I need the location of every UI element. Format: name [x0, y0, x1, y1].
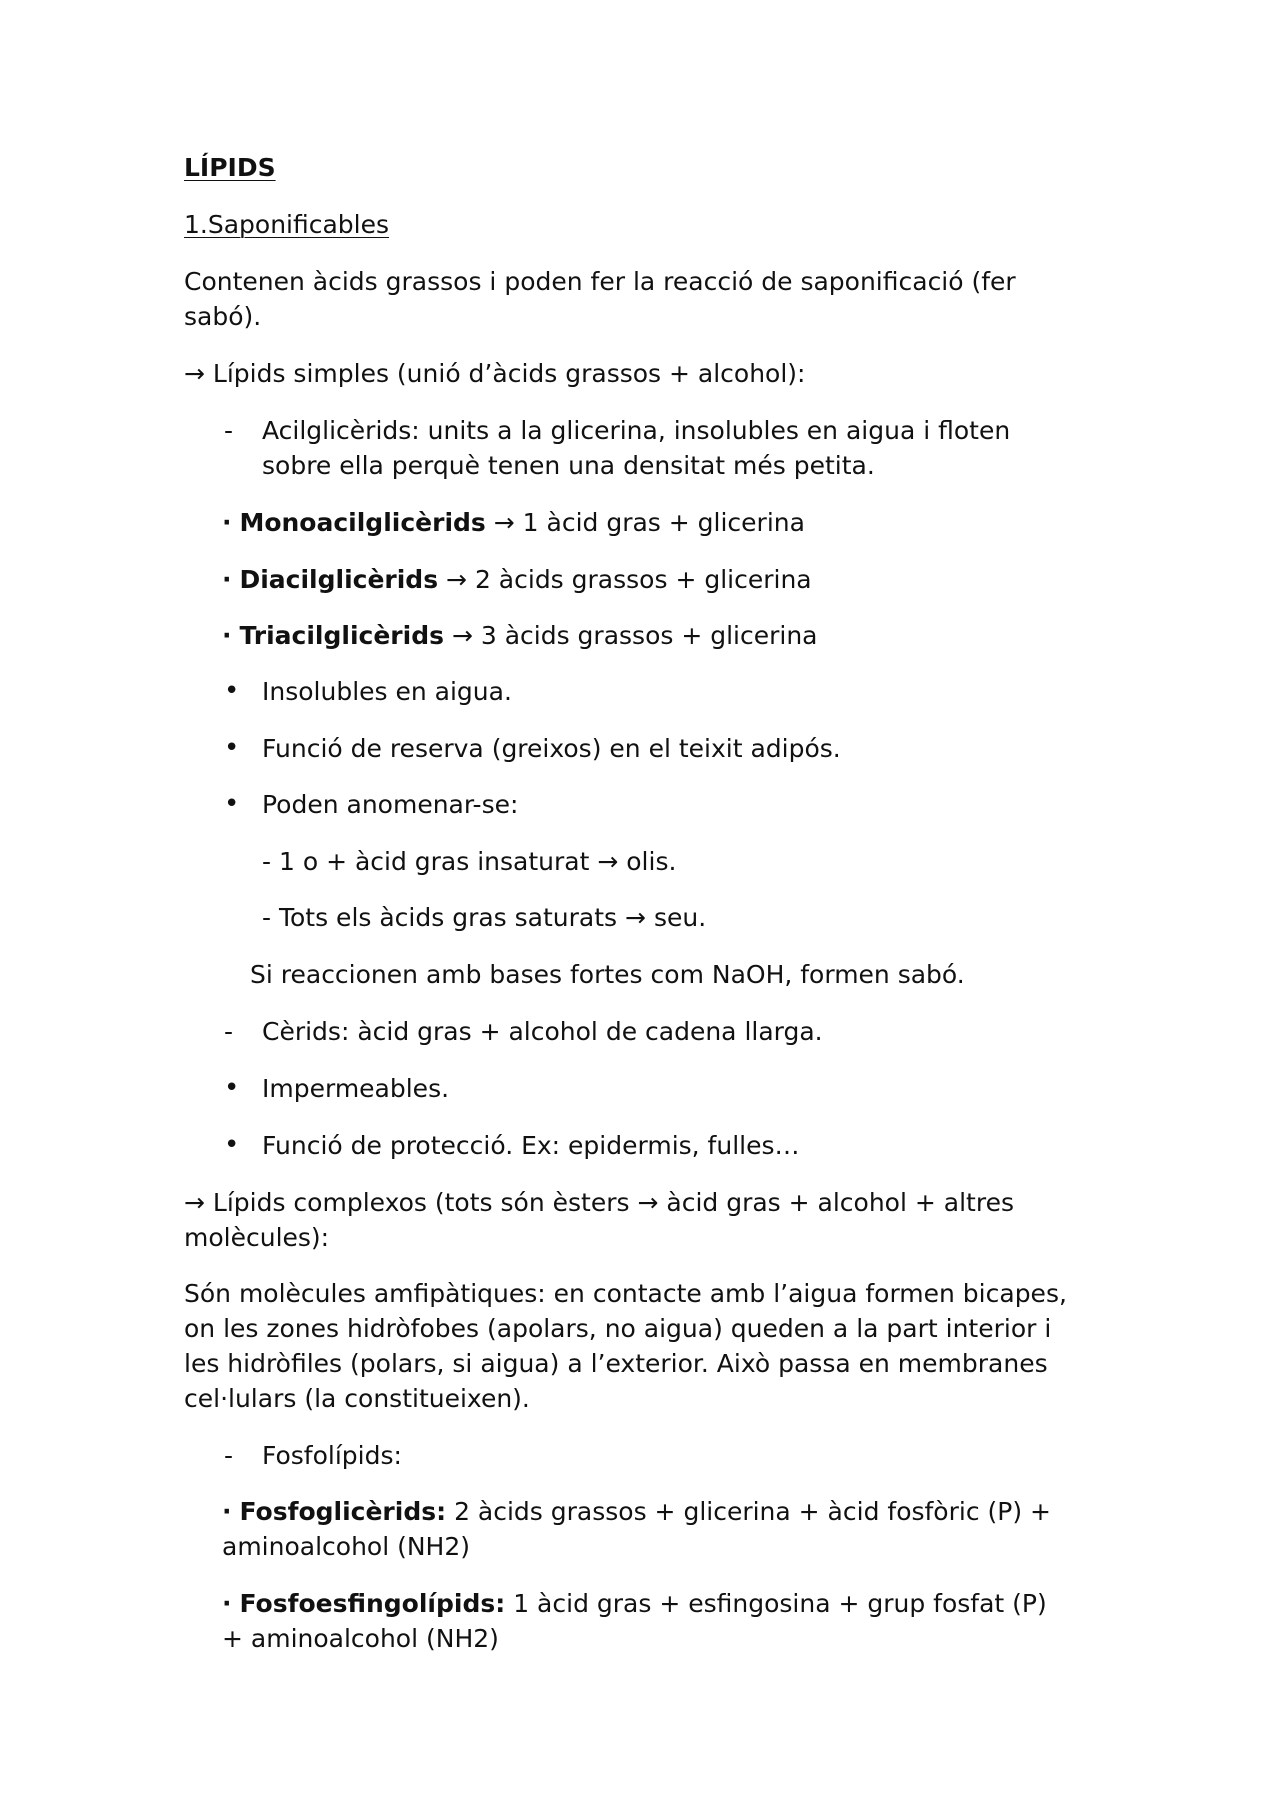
- fosfoesfingolipids-def: 1 àcid gras + esfingosina + grup fosfat (P): [513, 1589, 1047, 1618]
- fosfoglicerids-def: 2 àcids grassos + glicerina + àcid fosfòric (P) +: [454, 1497, 1051, 1526]
- bullet-icon: •: [224, 1130, 240, 1160]
- amphipathic-line-2: on les zones hidròfobes (apolars, no aigua) queden a la part interior i: [184, 1314, 1052, 1343]
- amphipathic-line-1: Són molècules amfipàtiques: en contacte amb l’aigua formen bicapes,: [184, 1279, 1067, 1308]
- section-heading: 1.Saponificables: [184, 210, 390, 239]
- arrow-icon: →: [184, 359, 205, 388]
- bullet-item: Poden anomenar-se:: [262, 790, 519, 819]
- bullet-icon: •: [224, 789, 240, 819]
- diacilglicerids-def: 2 àcids grassos + glicerina: [474, 565, 812, 594]
- complex-lipids-heading-line-2: molècules):: [184, 1223, 330, 1252]
- bullet-item: Impermeables.: [262, 1074, 450, 1103]
- bullet-icon: •: [224, 1073, 240, 1103]
- sub-item-text: - 1 o + àcid gras insaturat: [262, 847, 590, 876]
- saponification-note: Si reaccionen amb bases fortes com NaOH, formen sabó.: [250, 960, 965, 989]
- monoacilglicerids-term: Monoacilglicèrids: [239, 508, 486, 537]
- bullet-item: Insolubles en aigua.: [262, 677, 512, 706]
- intro-line-1: Contenen àcids grassos i poden fer la reacció de saponificació (fer: [184, 267, 1016, 296]
- arrow-icon: →: [493, 508, 515, 537]
- arrow-icon: →: [597, 847, 619, 876]
- middle-dot: ·: [222, 621, 232, 650]
- arrow-icon: →: [446, 565, 467, 594]
- middle-dot: ·: [222, 565, 232, 594]
- simple-lipids-heading: [184, 356, 805, 391]
- bullet-item: Funció de reserva (greixos) en el teixit adipós.: [262, 734, 841, 763]
- sub-item-result: seu.: [653, 903, 707, 932]
- dash-marker: -: [224, 1441, 234, 1470]
- amphipathic-line-4: cel·lulars (la constitueixen).: [184, 1384, 530, 1413]
- simple-lipids-text: Lípids simples (unió d’àcids grassos + alcohol):: [212, 359, 806, 388]
- arrow-icon: →: [637, 1188, 659, 1217]
- dash-marker: -: [224, 416, 234, 445]
- monoacilglicerids-item: [222, 505, 805, 540]
- sub-item-seu: [262, 900, 706, 935]
- sub-item-olis: [262, 844, 676, 879]
- bullet-icon: •: [224, 733, 240, 763]
- sub-item-result: olis.: [626, 847, 677, 876]
- acilglicerids-line-2: sobre ella perquè tenen una densitat més petita.: [262, 451, 875, 480]
- arrow-icon: →: [451, 621, 473, 650]
- intro-line-2: sabó).: [184, 302, 262, 331]
- middle-dot: ·: [222, 508, 232, 537]
- fosfoglicerids-item: [222, 1494, 1051, 1529]
- acilglicerids-line-1: Acilglicèrids: units a la glicerina, insolubles en aigua i floten: [262, 416, 1011, 445]
- diacilglicerids-item: [222, 562, 812, 597]
- bullet-item: Funció de protecció. Ex: epidermis, fulles…: [262, 1131, 800, 1160]
- fosfoesfingolipids-item: [222, 1586, 1047, 1621]
- middle-dot: ·: [222, 1497, 232, 1526]
- diacilglicerids-term: Diacilglicèrids: [239, 565, 439, 594]
- complex-lipids-heading: [184, 1185, 1014, 1220]
- amphipathic-line-3: les hidròfiles (polars, si aigua) a l’exterior. Això passa en membranes: [184, 1349, 1048, 1378]
- triacilglicerids-item: [222, 618, 818, 653]
- fosfolipids-label: Fosfolípids:: [262, 1441, 402, 1470]
- monoacilglicerids-def: 1 àcid gras + glicerina: [522, 508, 805, 537]
- triacilglicerids-term: Triacilglicèrids: [239, 621, 444, 650]
- page-title: LÍPIDS: [184, 153, 276, 182]
- fosfoglicerids-def-line-2: aminoalcohol (NH2): [222, 1532, 471, 1561]
- complex-lipids-text: Lípids complexos (tots són èsters: [212, 1188, 630, 1217]
- fosfoesfingolipids-def-line-2: + aminoalcohol (NH2): [222, 1624, 499, 1653]
- dash-marker: -: [224, 1017, 234, 1046]
- bullet-icon: •: [224, 676, 240, 706]
- cerids-line: Cèrids: àcid gras + alcohol de cadena llarga.: [262, 1017, 823, 1046]
- arrow-icon: →: [625, 903, 646, 932]
- middle-dot: ·: [222, 1589, 232, 1618]
- sub-item-text: - Tots els àcids gras saturats: [262, 903, 618, 932]
- arrow-icon: →: [184, 1188, 205, 1217]
- complex-lipids-text-end: àcid gras + alcohol + altres: [666, 1188, 1014, 1217]
- fosfoesfingolipids-term: Fosfoesfingolípids:: [239, 1589, 506, 1618]
- triacilglicerids-def: 3 àcids grassos + glicerina: [480, 621, 818, 650]
- fosfoglicerids-term: Fosfoglicèrids:: [239, 1497, 447, 1526]
